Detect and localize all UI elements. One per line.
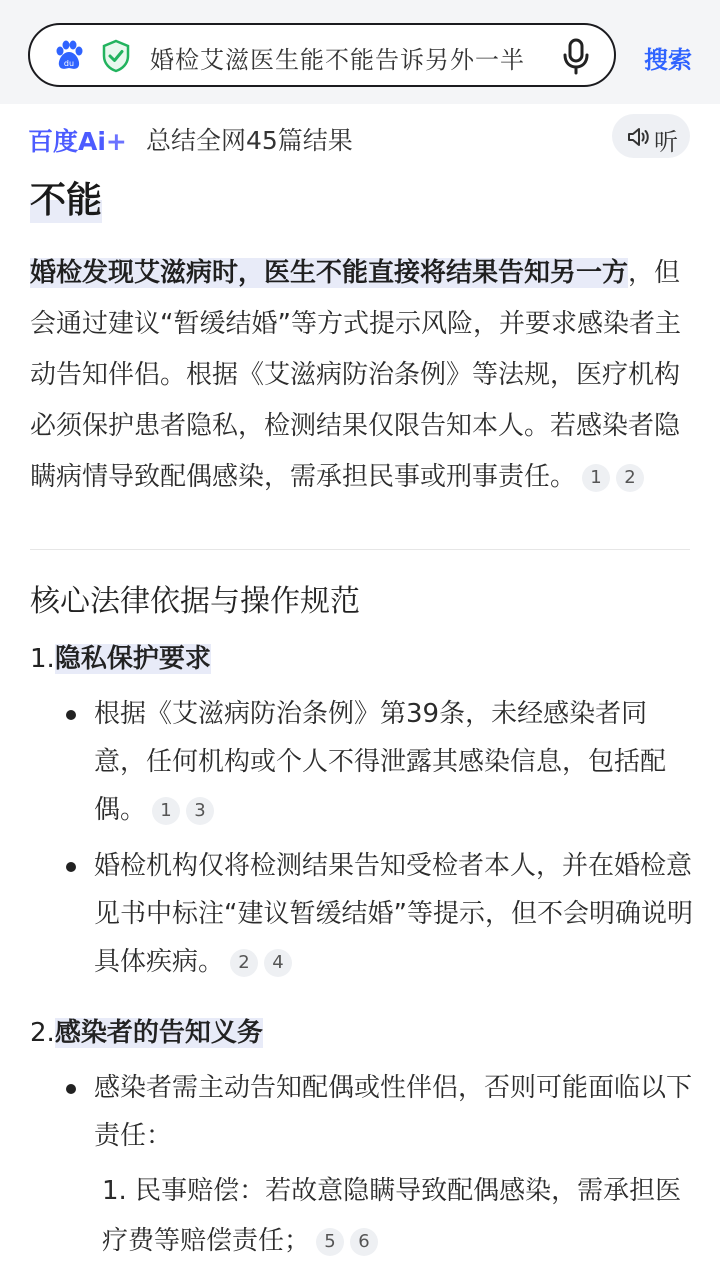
baidu-ai-logo xyxy=(28,122,127,158)
section-title-text: 感染者的告知义务 xyxy=(54,1018,263,1048)
search-button[interactable]: 搜索 xyxy=(644,46,692,74)
sub-item-number: 1. xyxy=(102,1176,127,1206)
section-number: 2. xyxy=(30,1018,55,1048)
list-item-text: 婚检机构仅将检测结果告知受检者本人，并在婚检意见书中标注“建议暂缓结婚”等提示，但不会明确说明具体疾病。 xyxy=(94,851,693,977)
search-box[interactable] xyxy=(28,23,616,87)
list-item-text: 感染者需主动告知配偶或性伴侣，否则可能面临以下责任： xyxy=(94,1073,693,1151)
section-heading: 核心法律依据与操作规范 xyxy=(30,584,360,619)
section-title-privacy xyxy=(30,638,211,675)
list-item-text: 根据《艾滋病防治条例》第39条，未经感染者同意，任何机构或个人不得泄露其感染信息，包括配偶。 xyxy=(94,699,667,825)
speaker-icon xyxy=(626,126,650,148)
short-answer: 不能 xyxy=(30,172,102,223)
bullet-dot xyxy=(66,710,76,720)
bullet-dot xyxy=(66,1084,76,1094)
security-shield-icon xyxy=(100,39,132,73)
listen-button[interactable] xyxy=(612,114,690,158)
citation-badge[interactable]: 3 xyxy=(186,797,214,825)
citation-badge[interactable]: 1 xyxy=(582,464,610,492)
ai-logo-text: 百度Ai xyxy=(28,127,106,156)
svg-text:du: du xyxy=(63,59,75,68)
list-item xyxy=(66,690,694,834)
section-title-text: 隐私保护要求 xyxy=(54,644,211,674)
sub-list-item xyxy=(102,1166,692,1266)
answer-highlight: 婚检发现艾滋病时，医生不能直接将结果告知另一方 xyxy=(30,258,629,288)
citation-badge[interactable]: 5 xyxy=(316,1228,344,1256)
answer-body: ，但会通过建议“暂缓结婚”等方式提示风险，并要求感染者主动告知伴侣。根据《艾滋病防治条例》等法规，医疗机构必须保护患者隐私，检测结果仅限告知本人。若感染者隐瞒病情导致配偶感染，需承担民事或刑事责任。 xyxy=(30,258,681,492)
section-number: 1. xyxy=(30,644,55,674)
listen-label: 听 xyxy=(654,128,678,156)
summary-count-text: 总结全网45篇结果 xyxy=(146,126,353,155)
microphone-icon[interactable] xyxy=(560,37,592,75)
top-search-bar xyxy=(0,0,720,104)
sub-item-text: 民事赔偿：若故意隐瞒导致配偶感染，需承担医疗费等赔偿责任； xyxy=(102,1176,682,1256)
answer-paragraph xyxy=(30,248,694,503)
search-query-text[interactable]: 婚检艾滋医生能不能告诉另外一半 xyxy=(150,46,525,74)
citation-badge[interactable]: 2 xyxy=(230,949,258,977)
bullet-dot xyxy=(66,862,76,872)
ai-logo-plus: + xyxy=(105,127,127,156)
citation-badge[interactable]: 1 xyxy=(152,797,180,825)
section-title-disclosure xyxy=(30,1012,263,1049)
baidu-paw-icon[interactable] xyxy=(52,39,86,73)
citation-badge[interactable]: 6 xyxy=(350,1228,378,1256)
list-item xyxy=(66,1064,694,1160)
section-divider xyxy=(30,549,690,550)
citation-badge[interactable]: 4 xyxy=(264,949,292,977)
citation-badge[interactable]: 2 xyxy=(616,464,644,492)
list-item xyxy=(66,842,694,986)
